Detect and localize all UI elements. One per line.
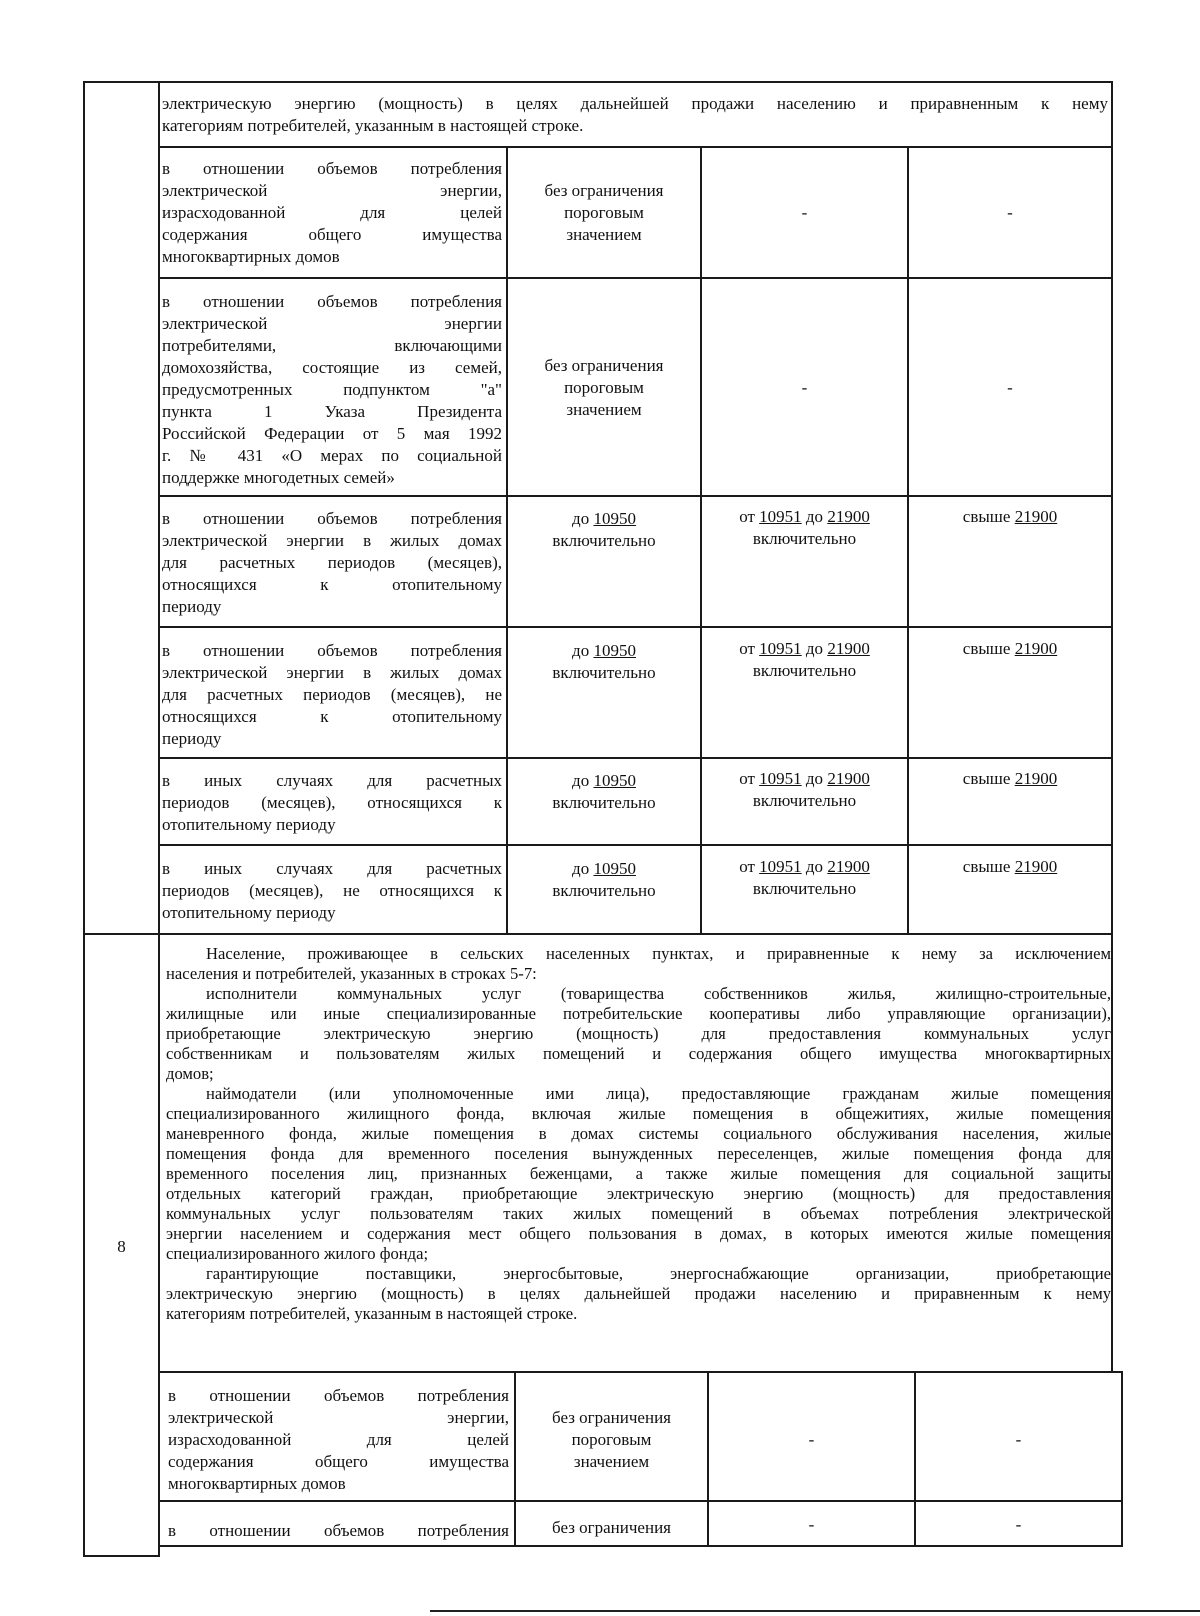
range-value: 10951 [759, 507, 802, 526]
dash-cell [909, 377, 1111, 399]
text-line: Российской Федерации от 5 мая 1992 [162, 424, 502, 443]
text-line: Население, проживающее в сельских населенных пунктах, и приравненные к нему за исключением [206, 944, 1111, 963]
text-line: значением [566, 400, 642, 419]
subrow-description [168, 1520, 509, 1542]
range-value: 10950 [593, 859, 636, 878]
subrow-description [162, 291, 502, 489]
subrow-description [162, 770, 502, 836]
range-mid-cell [702, 856, 907, 900]
table-hline [83, 1555, 160, 1557]
table-border-left [83, 81, 85, 1557]
table-hline [158, 1545, 1123, 1547]
range-value: 10951 [759, 857, 802, 876]
text-line: израсходованной для целей [168, 1430, 509, 1449]
text-line: включительно [752, 529, 857, 548]
dash-cell [702, 377, 907, 399]
text-line: в отношении объемов потребления [168, 1386, 509, 1405]
text-line: значением [566, 225, 642, 244]
dash-cell [709, 1514, 914, 1536]
text-line: электрической энергии [162, 314, 502, 333]
table-vline [1111, 933, 1113, 1373]
text-line: г. № 431 «О мерах по социальной [162, 446, 502, 465]
subrow-description [162, 158, 502, 268]
text-line: периодов (месяцев), относящихся к [162, 793, 502, 812]
threshold-cell [516, 1517, 707, 1539]
dash-cell [916, 1429, 1121, 1451]
text-line: значением [573, 1452, 650, 1471]
text-line: приобретающие электрическую энергию (мощность) для предоставления коммунальных услуг [166, 1024, 1111, 1043]
text-line: многоквартирных домов [162, 247, 340, 266]
text-line: собственникам и пользователям жилых помещений и содержания общего имущества многоквартирных [166, 1044, 1111, 1063]
text-line: электрической энергии, [162, 181, 502, 200]
subrow-description [162, 640, 502, 750]
text-line: категориям потребителей, указанным в настоящей строке. [166, 1304, 578, 1323]
text-line: в отношении объемов потребления [162, 292, 502, 311]
text-line: включительно [552, 663, 656, 682]
range-high-cell: свыше 21900 [962, 769, 1058, 788]
range-value: 21900 [1014, 857, 1058, 876]
text-line: жилищные или иные специализированные потребительские кооперативы либо управляющие организации), [166, 1004, 1111, 1023]
table-border-right-top [1111, 81, 1113, 148]
text-line: для расчетных периодов (месяцев), [162, 553, 502, 572]
text-line: категориям потребителей, указанным в настоящей строке. [162, 116, 584, 135]
text-line: в отношении объемов потребления [168, 1521, 509, 1540]
text-line: домов; [166, 1064, 214, 1083]
table-border-top [83, 81, 1113, 83]
range-mid-line: от 10951 до 21900 [739, 639, 870, 658]
text-line: периодов (месяцев), не относящихся к [162, 881, 502, 900]
text-line: потребителями, включающими [162, 336, 502, 355]
range-value: 10951 [759, 639, 802, 658]
dash-value: - [1007, 378, 1013, 397]
text-line: исполнители коммунальных услуг (товарищества собственников жилья, жилищно-строительные, [206, 984, 1111, 1003]
text-line: без ограничения [544, 356, 664, 375]
dash-cell [916, 1514, 1121, 1536]
table-hline [158, 146, 1113, 148]
range-value: 21900 [827, 769, 870, 788]
text-line: электрической энергии в жилых домах [162, 531, 502, 550]
text-line: в отношении объемов потребления [162, 159, 502, 178]
text-line: без ограничения [552, 1408, 671, 1427]
range-value: 21900 [827, 507, 870, 526]
text-line: многоквартирных домов [168, 1474, 346, 1493]
range-value: 21900 [1014, 639, 1058, 658]
table-vline [907, 146, 909, 934]
range-low-cell [508, 770, 700, 814]
range-low-line: до 10950 [572, 771, 636, 790]
dash-cell [909, 202, 1111, 224]
range-value: 10950 [593, 771, 636, 790]
text-line: включительно [752, 661, 857, 680]
text-line: без ограничения [552, 1518, 671, 1537]
range-low-line: до 10950 [572, 641, 636, 660]
row-8-text [166, 944, 1111, 1324]
subrow-description [162, 508, 502, 618]
text-line: пороговым [564, 378, 644, 397]
text-line: в отношении объемов потребления [162, 641, 502, 660]
dash-value: - [801, 203, 808, 222]
dash-value: - [808, 1515, 815, 1534]
text-line: в иных случаях для расчетных [162, 859, 502, 878]
range-high-cell: свыше 21900 [962, 639, 1058, 658]
dash-value: - [808, 1430, 815, 1449]
text-line: содержания общего имущества [168, 1452, 509, 1471]
range-mid-line: от 10951 до 21900 [739, 769, 870, 788]
text-line: относящихся к отопительному [162, 707, 502, 726]
range-value: 21900 [1014, 507, 1058, 526]
dash-value: - [1007, 203, 1013, 222]
dash-value: - [1015, 1430, 1022, 1449]
text-line: содержания общего имущества [162, 225, 502, 244]
text-line: отопительному периоду [162, 815, 336, 834]
dash-value: - [801, 378, 808, 397]
table-hline [158, 495, 1113, 497]
text-line: специализированного жилого фонда; [166, 1244, 429, 1263]
range-value: 21900 [1014, 769, 1058, 788]
scan-edge-line [430, 1610, 1200, 1612]
text-line: пороговым [564, 203, 644, 222]
text-line: отдельных категорий граждан, приобретающие электрическую энергию (мощность) для предоставления [166, 1184, 1111, 1203]
table-border-numcol [158, 81, 160, 1557]
range-mid-line: от 10951 до 21900 [739, 857, 870, 876]
threshold-cell [508, 180, 700, 246]
range-mid-cell [702, 768, 907, 812]
text-line: в отношении объемов потребления [162, 509, 502, 528]
text-line: пункта 1 Указа Президента [162, 402, 502, 421]
text-line: включительно [552, 793, 656, 812]
text-line: включительно [552, 531, 656, 550]
range-high-cell: свыше 21900 [962, 857, 1058, 876]
subrow-description [162, 858, 502, 924]
text-line: включительно [552, 881, 656, 900]
text-line: включительно [752, 791, 857, 810]
range-mid-cell [702, 638, 907, 682]
text-line: включительно [752, 879, 857, 898]
table-vline [1111, 146, 1113, 934]
range-value: 10951 [759, 769, 802, 788]
range-low-line: до 10950 [572, 859, 636, 878]
text-line: относящихся к отопительному [162, 575, 502, 594]
text-line: предусмотренных подпунктом "а" [162, 380, 502, 399]
text-line: израсходованной для целей [162, 203, 502, 222]
table-hline [158, 277, 1113, 279]
dash-value: - [1015, 1515, 1022, 1534]
range-value: 21900 [827, 857, 870, 876]
subrow-description [168, 1385, 509, 1495]
table-hline [158, 844, 1113, 846]
text-line: поддержке многодетных семей» [162, 468, 395, 487]
range-value: 21900 [827, 639, 870, 658]
table-hline [158, 1371, 1123, 1373]
text-line: в иных случаях для расчетных [162, 771, 502, 790]
text-line: помещения фонда для временного поселения вынужденных переселенцев, жилые помещения фонда для [166, 1144, 1111, 1163]
text-line: периоду [162, 597, 222, 616]
table-hline [158, 1500, 1123, 1502]
range-low-cell [508, 858, 700, 902]
continuation-text [162, 93, 1108, 137]
text-line: специализированного жилищного фонда, включая жилые помещения в общежитиях, жилые помещения [166, 1104, 1111, 1123]
threshold-cell [508, 355, 700, 421]
text-line: без ограничения [544, 181, 664, 200]
text-line: электрическую энергию (мощность) в целях дальнейшей продажи населению и приравненным к нему [166, 1284, 1111, 1303]
text-line: периоду [162, 729, 222, 748]
table-hline [158, 757, 1113, 759]
dash-cell [702, 202, 907, 224]
text-line: электрической энергии, [168, 1408, 509, 1427]
dash-cell [709, 1429, 914, 1451]
text-line: населения и потребителей, указанных в строках 5-7: [166, 964, 537, 983]
range-low-cell [508, 640, 700, 684]
text-line: электрическую энергию (мощность) в целях дальнейшей продажи населению и приравненным к нему [162, 94, 1108, 113]
text-line: отопительному периоду [162, 903, 336, 922]
range-value: 10950 [593, 509, 636, 528]
table-vline [1121, 1371, 1123, 1547]
text-line: гарантирующие поставщики, энергосбытовые, энергоснабжающие организации, приобретающие [206, 1264, 1111, 1283]
text-line: пороговым [571, 1430, 652, 1449]
text-line: маневренного фонда, жилые помещения в домах системы социального обслуживания населения, жилые [166, 1124, 1111, 1143]
table-hline [83, 933, 1113, 935]
text-line: коммунальных услуг пользователям таких жилых помещений в объемах потребления электрической [166, 1204, 1111, 1223]
text-line: наймодатели (или уполномоченные ими лица), предоставляющие гражданам жилые помещения [206, 1084, 1111, 1103]
text-line: домохозяйства, состоящие из семей, [162, 358, 502, 377]
threshold-cell [516, 1407, 707, 1473]
range-high-cell: свыше 21900 [962, 507, 1058, 526]
table-hline [158, 626, 1113, 628]
text-line: энергии населением и содержания мест общего пользования в домах, в которых имеются жилые помещения [166, 1224, 1111, 1243]
range-low-cell [508, 508, 700, 552]
range-mid-cell [702, 506, 907, 550]
range-value: 10950 [593, 641, 636, 660]
text-line: для расчетных периодов (месяцев), не [162, 685, 502, 704]
range-low-line: до 10950 [572, 509, 636, 528]
text-line: электрической энергии в жилых домах [162, 663, 502, 682]
row-number: 8 [117, 1237, 126, 1256]
text-line: временного поселения лиц, признанных беженцами, а также жилые помещения для социальной защиты [166, 1164, 1111, 1183]
range-mid-line: от 10951 до 21900 [739, 507, 870, 526]
